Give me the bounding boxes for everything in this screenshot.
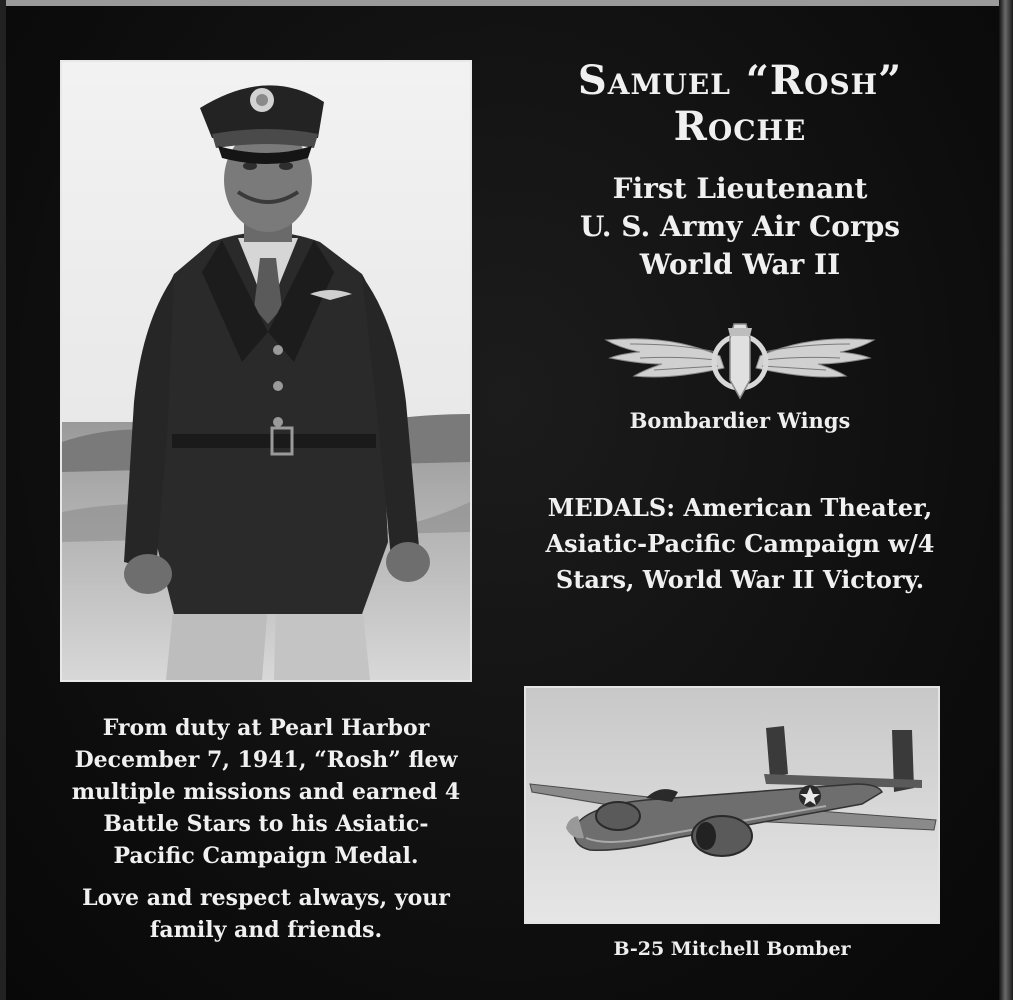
plaque-top-edge xyxy=(0,0,1013,6)
medals-line-1: MEDALS: American Theater, xyxy=(547,493,933,522)
service-info xyxy=(540,170,940,284)
portrait-photo xyxy=(60,60,472,682)
uniformed-portrait-icon xyxy=(62,62,470,680)
tribute-line: Battle Stars to his Asiatic- xyxy=(103,811,429,837)
tribute-line: December 7, 1941, “Rosh” flew xyxy=(74,747,458,773)
tribute-text xyxy=(64,712,468,956)
b25-bomber-icon xyxy=(526,688,938,922)
bomber-photo xyxy=(524,686,940,924)
wings-caption: Bombardier Wings xyxy=(629,408,851,433)
tribute-line: multiple missions and earned 4 xyxy=(71,779,461,805)
tribute-line: From duty at Pearl Harbor xyxy=(102,715,430,741)
tribute-line: Love and respect always, your xyxy=(82,885,450,911)
medals-text xyxy=(528,490,952,598)
war-served: World War II xyxy=(639,248,841,281)
plaque-right-edge xyxy=(999,0,1013,1000)
tribute-line: Pacific Campaign Medal. xyxy=(113,843,419,869)
tribute-line: family and friends. xyxy=(149,917,383,943)
rank-title: First Lieutenant xyxy=(612,172,868,205)
medals-line-2: Asiatic-Pacific Campaign w/4 xyxy=(545,529,935,558)
medals-line-3: Stars, World War II Victory. xyxy=(555,565,925,594)
tribute-paragraph-1 xyxy=(64,712,468,872)
name-line-1: Samuel “Rosh” xyxy=(577,57,903,104)
tribute-paragraph-2 xyxy=(64,882,468,946)
bomber-caption: B-25 Mitchell Bomber xyxy=(613,938,851,960)
bombardier-wings-icon xyxy=(600,318,880,402)
honoree-name xyxy=(530,58,950,150)
service-branch: U. S. Army Air Corps xyxy=(579,210,901,243)
name-line-2: Roche xyxy=(673,103,807,150)
plaque-left-edge xyxy=(0,0,6,1000)
